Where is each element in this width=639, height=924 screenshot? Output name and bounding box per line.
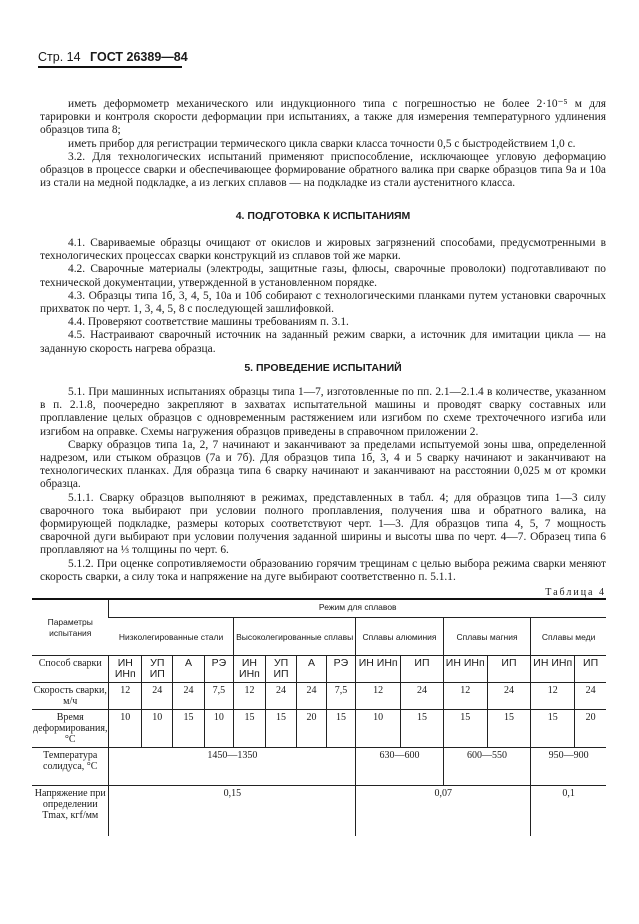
group-header: Сплавы магния xyxy=(443,618,530,656)
paragraph: иметь деформометр механического или индукционного типа с погрешностью не более 2·10⁻⁵ м для тарировки и контроля скорости деформации при испытаниях, а также для измерения температурного удлинения образцов типа 8; xyxy=(40,98,606,137)
cell: РЭ xyxy=(204,656,233,683)
cell: ИН ИНп xyxy=(531,656,575,683)
cell: А xyxy=(173,656,204,683)
row-label: Напряжение при определении Tmax, кгf/мм xyxy=(34,788,106,821)
cell: 10 xyxy=(109,710,142,748)
cell: УП ИП xyxy=(142,656,173,683)
paragraph: Сварку образцов типа 1а, 2, 7 начинают и заканчивают за пределами испытуемой зоны шва, определенной надрезом, или стыком образцов (7а и 7б). Для образцов типа 1б, 3, 4 и 5 сварку начинают и заканчивают на технологических планках. Для образца типа 6 сварку начинают и заканчивают на расстоянии 0,025 м от кромки образца. xyxy=(40,438,606,491)
cell: УП ИП xyxy=(265,656,297,683)
section-title: 5. ПРОВЕДЕНИЕ ИСПЫТАНИЙ xyxy=(244,362,402,374)
cell: 12 xyxy=(531,683,575,710)
cell: ИП xyxy=(487,656,531,683)
cell: 24 xyxy=(297,683,326,710)
group-header: Сплавы меди xyxy=(531,618,606,656)
cell: 12 xyxy=(234,683,266,710)
paragraph: 4.2. Сварочные материалы (электроды, защитные газы, флюсы, сварочные проволоки) подготавливают по технической документации, утвержденной в установленном порядке. xyxy=(40,263,606,289)
paragraph: 3.2. Для технологических испытаний применяют приспособление, исключающее угловую деформацию образцов в процессе сварки и обеспечивающее формирование обратного валика при сварке образцов типа 9а и 10а из стали на медной подкладке, а из легких сплавов — на подкладке из стали аустенитного класса. xyxy=(40,150,606,190)
cell: 24 xyxy=(575,683,606,710)
paragraph: 4.5. Настраивают сварочный источник на заданный режим сварки, а источник для имитации цикла — на заданную скорость нагрева образца. xyxy=(40,329,606,355)
cell: 12 xyxy=(356,683,401,710)
cell: 12 xyxy=(443,683,487,710)
param-header: Параметры испытания xyxy=(32,600,109,656)
cell: 0,1 xyxy=(531,786,606,836)
cell: ИП xyxy=(401,656,444,683)
cell: 15 xyxy=(531,710,575,748)
row-label: Время деформирования, °С xyxy=(32,710,109,748)
page-number: Стр. 14 xyxy=(38,50,81,64)
cell: 15 xyxy=(401,710,444,748)
paragraph: 5.1.1. Сварку образцов выполняют в режимах, представленных в табл. 4; для образцов типа 1—3 силу сварочного тока выбирают при условии полного проплавления, получения шва и обратного валика, на формирующей подкладке, размеры которых соответствуют черт. 1—3. Для образцов типа 4, 5, 7 мощность сварочной дуги выбирают при условии получения заданной ширины и высоты шва по черт. 4—7. Образец типа 6 проплавляют на ⅓ толщины по черт. 6. xyxy=(40,491,606,557)
cell: ИН ИНп xyxy=(234,656,266,683)
cell: 24 xyxy=(173,683,204,710)
paragraph: 5.1. При машинных испытаниях образцы типа 1—7, изготовленные по пп. 2.1—2.1.4 в количестве, указанном в п. 2.1.8, поочередно закрепляют в захватах испытательной машины и проводят сварку составных или проплавление целых образцов с одновременным растяжением или изгибом по схеме трехточечного изгиба или изгибом на оправке. Схемы нагружения образцов приведены в справочном приложении 2. xyxy=(40,386,606,438)
cell: 950—900 xyxy=(531,748,606,786)
section-title: 4. ПОДГОТОВКА К ИСПЫТАНИЯМ xyxy=(235,210,411,222)
page-header xyxy=(38,50,188,64)
mode-header: Режим для сплавов xyxy=(109,600,606,618)
cell: 15 xyxy=(265,710,297,748)
table-caption: Таблица 4 xyxy=(545,587,606,598)
cell: 1450—1350 xyxy=(109,748,356,786)
intro-text xyxy=(40,98,606,190)
cell: А xyxy=(297,656,326,683)
cell: ИН ИНп xyxy=(109,656,142,683)
cell: 24 xyxy=(401,683,444,710)
cell: 7,5 xyxy=(326,683,356,710)
cell: ИП xyxy=(575,656,606,683)
cell: 20 xyxy=(575,710,606,748)
cell: 0,07 xyxy=(356,786,531,836)
paragraph: 4.4. Проверяют соответствие машины требованиям п. 3.1. xyxy=(68,316,349,329)
row-label: Способ сварки xyxy=(32,656,109,683)
row-label: Температура солидуса, °С xyxy=(32,748,109,786)
paragraph: 4.3. Образцы типа 1б, 3, 4, 5, 10а и 10б собирают с технологическими планками путем установки сварочных прихваток по черт. 1, 3, 4, 5, 8 с последующей зашлифовкой. xyxy=(40,289,606,316)
cell: 15 xyxy=(487,710,531,748)
header-rule xyxy=(38,66,182,68)
cell: 10 xyxy=(356,710,401,748)
cell: 7,5 xyxy=(204,683,233,710)
cell: 15 xyxy=(443,710,487,748)
cell: 10 xyxy=(204,710,233,748)
section4-text xyxy=(40,237,606,356)
section5-text xyxy=(40,386,606,584)
paragraph: иметь прибор для регистрации термического цикла сварки класса точности 0,5 с быстродействием 1,0 с. xyxy=(68,137,576,150)
cell: 12 xyxy=(109,683,142,710)
cell: 20 xyxy=(297,710,326,748)
cell: 24 xyxy=(265,683,297,710)
cell: 15 xyxy=(234,710,266,748)
paragraph: 4.1. Свариваемые образцы очищают от окислов и жировых загрязнений способами, предусмотренными в технологических процессах сварки конструкций из сплавов той же марки. xyxy=(40,237,606,263)
cell: 0,15 xyxy=(109,786,356,836)
cell: ИН ИНп xyxy=(356,656,401,683)
row-label: Скорость сварки, м/ч xyxy=(32,683,109,710)
cell: 15 xyxy=(326,710,356,748)
group-header: Высоколегированные сплавы xyxy=(234,618,356,656)
cell: 630—600 xyxy=(356,748,444,786)
welding-modes-table xyxy=(32,600,606,836)
cell: ИН ИНп xyxy=(443,656,487,683)
standard-number: ГОСТ 26389—84 xyxy=(90,50,188,64)
group-header: Сплавы алюминия xyxy=(356,618,444,656)
group-header: Низколегированные стали xyxy=(109,618,234,656)
cell: 600—550 xyxy=(443,748,530,786)
cell: 24 xyxy=(487,683,531,710)
cell: 15 xyxy=(173,710,204,748)
cell: 24 xyxy=(142,683,173,710)
cell: РЭ xyxy=(326,656,356,683)
cell: 10 xyxy=(142,710,173,748)
paragraph: 5.1.2. При оценке сопротивляемости образованию горячим трещинам с целью выбора режима сварки меняют скорость сварки, а силу тока и напряжение на дуге выбирают соответственно п. 5.1.1. xyxy=(40,557,606,583)
